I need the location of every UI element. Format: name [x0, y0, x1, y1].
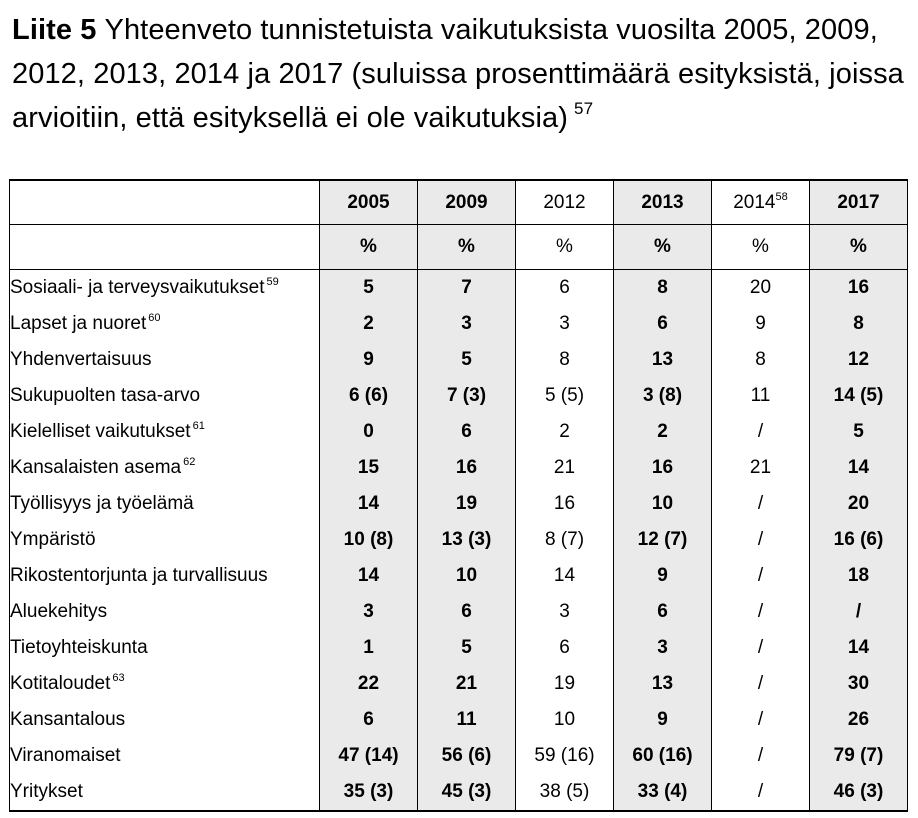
- year-label: 2005: [347, 191, 390, 213]
- year-label: 2014: [733, 191, 776, 213]
- value-cell: 5: [320, 270, 418, 307]
- row-label-cell: [10, 738, 320, 774]
- value-cell: 18: [810, 558, 908, 594]
- header-corner-cell: [10, 180, 320, 225]
- row-label-cell: [10, 558, 320, 594]
- value-cell: 2: [320, 306, 418, 342]
- table-row: [10, 558, 908, 594]
- row-label: Rikostentorjunta ja turvallisuus: [10, 565, 268, 586]
- value-cell: 3: [320, 594, 418, 630]
- unit-cell: %: [712, 225, 810, 270]
- value-cell: 1: [320, 630, 418, 666]
- appendix-label: Liite 5: [12, 14, 97, 46]
- value-cell: 7 (3): [418, 378, 516, 414]
- value-cell: 9: [614, 702, 712, 738]
- value-cell: 8: [712, 342, 810, 378]
- table-row: [10, 486, 908, 522]
- value-cell: 5: [418, 342, 516, 378]
- row-label-cell: [10, 486, 320, 522]
- value-cell: 59 (16): [516, 738, 614, 774]
- value-cell: 2: [516, 414, 614, 450]
- value-cell: 13: [614, 666, 712, 702]
- value-cell: 12: [810, 342, 908, 378]
- value-cell: /: [712, 414, 810, 450]
- value-cell: 33 (4): [614, 774, 712, 811]
- unit-cell: %: [810, 225, 908, 270]
- row-footnote: 59: [266, 276, 279, 288]
- table-row: [10, 342, 908, 378]
- year-footnote: 58: [775, 190, 788, 203]
- table-row: [10, 378, 908, 414]
- value-cell: 21: [712, 450, 810, 486]
- value-cell: 79 (7): [810, 738, 908, 774]
- value-cell: 6 (6): [320, 378, 418, 414]
- row-label: Viranomaiset: [10, 745, 121, 766]
- year-header-cell: [320, 180, 418, 225]
- document-heading: [12, 8, 912, 140]
- value-cell: 21: [418, 666, 516, 702]
- row-label: Sosiaali- ja terveysvaikutukset: [10, 277, 265, 298]
- unit-cell: %: [320, 225, 418, 270]
- value-cell: 45 (3): [418, 774, 516, 811]
- value-cell: 6: [516, 630, 614, 666]
- value-cell: 11: [712, 378, 810, 414]
- value-cell: 46 (3): [810, 774, 908, 811]
- table-row: [10, 774, 908, 811]
- heading-text: Yhteenveto tunnistetuista vaikutuksista vuosilta 2005, 2009, 2012, 2013, 2014 ja 2017 (suluissa prosenttimäärä esityksistä, joissa arvioitiin, että esityksellä ei ole vaikutuksia): [12, 14, 904, 134]
- year-header-cell: [614, 180, 712, 225]
- row-label: Aluekehitys: [10, 601, 108, 622]
- value-cell: 14: [516, 558, 614, 594]
- unit-header-row: [10, 225, 908, 270]
- value-cell: 5 (5): [516, 378, 614, 414]
- table-row: [10, 270, 908, 307]
- value-cell: 16: [614, 450, 712, 486]
- value-cell: 5: [810, 414, 908, 450]
- value-cell: 16: [418, 450, 516, 486]
- row-label-cell: [10, 702, 320, 738]
- year-label: 2017: [837, 191, 880, 213]
- value-cell: 10: [418, 558, 516, 594]
- value-cell: 19: [418, 486, 516, 522]
- value-cell: 47 (14): [320, 738, 418, 774]
- table-row: [10, 594, 908, 630]
- row-label-cell: [10, 450, 320, 486]
- row-label-cell: [10, 522, 320, 558]
- value-cell: 14: [320, 558, 418, 594]
- row-label: Kielelliset vaikutukset: [10, 421, 191, 442]
- unit-cell: %: [614, 225, 712, 270]
- value-cell: 22: [320, 666, 418, 702]
- value-cell: 21: [516, 450, 614, 486]
- unit-cell: %: [418, 225, 516, 270]
- value-cell: 16: [810, 270, 908, 307]
- row-label: Tietoyhteiskunta: [10, 637, 148, 658]
- table-row: [10, 738, 908, 774]
- row-footnote: 62: [183, 456, 196, 468]
- table-row: [10, 630, 908, 666]
- value-cell: 15: [320, 450, 418, 486]
- value-cell: 0: [320, 414, 418, 450]
- value-cell: 3: [418, 306, 516, 342]
- year-header-row: [10, 180, 908, 225]
- value-cell: /: [810, 594, 908, 630]
- heading-footnote: 57: [574, 99, 594, 118]
- value-cell: 10 (8): [320, 522, 418, 558]
- value-cell: /: [712, 702, 810, 738]
- value-cell: 19: [516, 666, 614, 702]
- row-label: Yritykset: [10, 781, 83, 802]
- value-cell: 6: [614, 594, 712, 630]
- impact-summary-table: [9, 179, 908, 812]
- value-cell: 20: [712, 270, 810, 307]
- value-cell: 14: [810, 450, 908, 486]
- row-label-cell: [10, 270, 320, 307]
- value-cell: 8 (7): [516, 522, 614, 558]
- row-label: Yhdenvertaisuus: [10, 349, 152, 370]
- value-cell: 9: [614, 558, 712, 594]
- value-cell: 14 (5): [810, 378, 908, 414]
- row-label: Sukupuolten tasa-arvo: [10, 385, 201, 406]
- value-cell: 3: [614, 630, 712, 666]
- value-cell: 6: [418, 414, 516, 450]
- value-cell: 16: [516, 486, 614, 522]
- row-label-cell: [10, 342, 320, 378]
- row-footnote: 63: [112, 672, 125, 684]
- value-cell: 5: [418, 630, 516, 666]
- table-row: [10, 306, 908, 342]
- value-cell: 10: [614, 486, 712, 522]
- value-cell: 30: [810, 666, 908, 702]
- value-cell: 8: [614, 270, 712, 307]
- value-cell: 3: [516, 306, 614, 342]
- unit-corner-cell: [10, 225, 320, 270]
- table-row: [10, 666, 908, 702]
- value-cell: /: [712, 630, 810, 666]
- value-cell: 16 (6): [810, 522, 908, 558]
- value-cell: 13 (3): [418, 522, 516, 558]
- year-label: 2009: [445, 191, 488, 213]
- table-row: [10, 522, 908, 558]
- value-cell: 3 (8): [614, 378, 712, 414]
- row-label-cell: [10, 594, 320, 630]
- value-cell: /: [712, 486, 810, 522]
- table-body: [10, 270, 908, 812]
- row-label-cell: [10, 306, 320, 342]
- value-cell: 56 (6): [418, 738, 516, 774]
- table-row: [10, 450, 908, 486]
- table-row: [10, 702, 908, 738]
- year-label: 2012: [543, 191, 586, 213]
- value-cell: 12 (7): [614, 522, 712, 558]
- table-row: [10, 414, 908, 450]
- row-label: Työllisyys ja työelämä: [10, 493, 194, 514]
- row-label-cell: [10, 666, 320, 702]
- row-label-cell: [10, 378, 320, 414]
- value-cell: 11: [418, 702, 516, 738]
- value-cell: 35 (3): [320, 774, 418, 811]
- row-label: Kansalaisten asema: [10, 457, 182, 478]
- value-cell: 13: [614, 342, 712, 378]
- value-cell: 7: [418, 270, 516, 307]
- value-cell: 10: [516, 702, 614, 738]
- value-cell: 26: [810, 702, 908, 738]
- value-cell: 38 (5): [516, 774, 614, 811]
- value-cell: /: [712, 558, 810, 594]
- year-header-cell: [810, 180, 908, 225]
- row-footnote: 60: [148, 312, 161, 324]
- year-header-cell: [712, 180, 810, 225]
- value-cell: 6: [516, 270, 614, 307]
- value-cell: 2: [614, 414, 712, 450]
- row-label: Ympäristö: [10, 529, 96, 550]
- value-cell: /: [712, 666, 810, 702]
- row-label: Kotitaloudet: [10, 673, 111, 694]
- year-label: 2013: [641, 191, 684, 213]
- year-header-cell: [418, 180, 516, 225]
- value-cell: /: [712, 774, 810, 811]
- value-cell: 60 (16): [614, 738, 712, 774]
- value-cell: 6: [418, 594, 516, 630]
- value-cell: 8: [516, 342, 614, 378]
- value-cell: /: [712, 738, 810, 774]
- value-cell: 9: [320, 342, 418, 378]
- value-cell: 8: [810, 306, 908, 342]
- value-cell: 14: [810, 630, 908, 666]
- value-cell: 3: [516, 594, 614, 630]
- row-label-cell: [10, 774, 320, 811]
- row-label-cell: [10, 414, 320, 450]
- value-cell: 6: [320, 702, 418, 738]
- unit-cell: %: [516, 225, 614, 270]
- value-cell: 20: [810, 486, 908, 522]
- row-label-cell: [10, 630, 320, 666]
- value-cell: 14: [320, 486, 418, 522]
- value-cell: 6: [614, 306, 712, 342]
- row-footnote: 61: [192, 420, 205, 432]
- row-label: Kansantalous: [10, 709, 126, 730]
- value-cell: /: [712, 594, 810, 630]
- value-cell: 9: [712, 306, 810, 342]
- row-label: Lapset ja nuoret: [10, 313, 147, 334]
- value-cell: /: [712, 522, 810, 558]
- year-header-cell: [516, 180, 614, 225]
